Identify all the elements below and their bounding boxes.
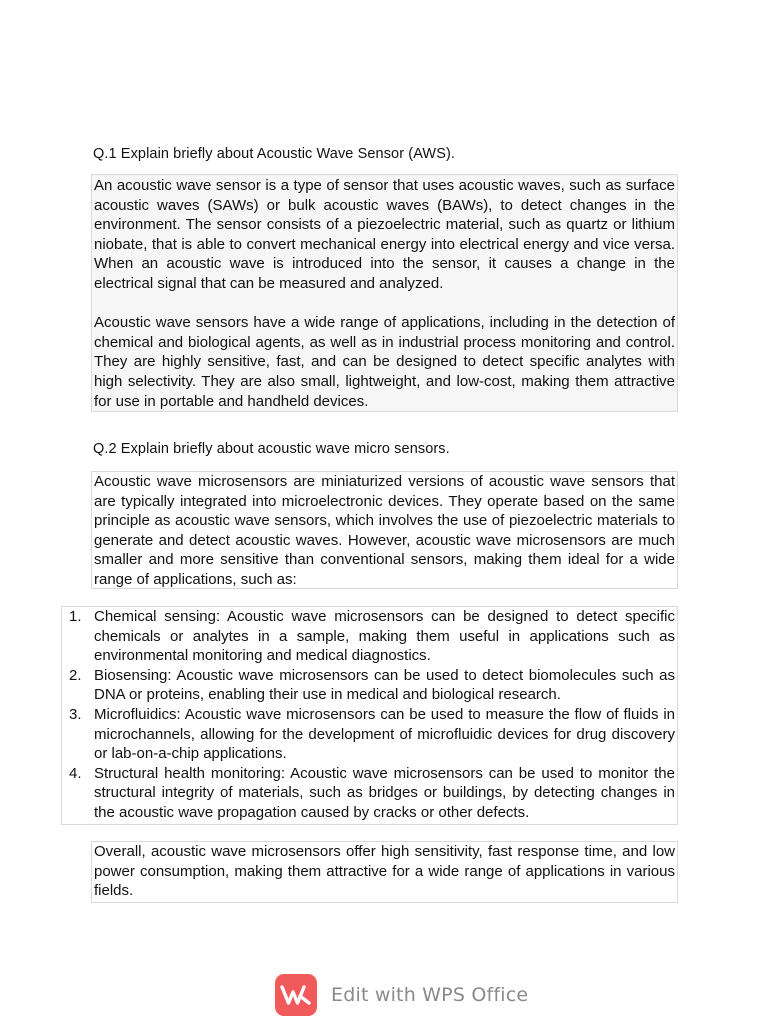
applications-list-box	[61, 606, 678, 825]
list-item-text: Biosensing: Acoustic wave microsensors can be used to detect biomolecules such as DNA or proteins, enabling their use in medical and biological research.	[94, 666, 675, 704]
list-item	[62, 764, 675, 823]
wps-logo-icon	[275, 974, 317, 1016]
question-1-title: Q.1 Explain briefly about Acoustic Wave Sensor (AWS).	[93, 146, 456, 162]
question-2-title: Q.2 Explain briefly about acoustic wave micro sensors.	[93, 441, 450, 457]
list-item-text: Microfluidics: Acoustic wave microsensors can be used to measure the flow of fluids in microchannels, allowing for the development of microfluidic devices for drug discovery or lab-on-a-chip applications.	[94, 705, 675, 763]
list-item-text: Chemical sensing: Acoustic wave microsensors can be designed to detect specific chemicals or analytes in a sample, making them useful in applications such as environmental monitoring and medical diagnostics.	[94, 608, 675, 665]
list-item	[62, 705, 675, 764]
list-item-number: 4.	[69, 764, 82, 782]
answer-2-intro: Acoustic wave microsensors are miniaturized versions of acoustic wave sensors that are typically integrated into microelectronic devices. They operate based on the same principle as acoustic wave sensors, which involves the use of piezoelectric materials to generate and detect acoustic waves. However, acoustic wave microsensors are much smaller and more sensitive than conventional sensors, making them ideal for a wide range of applications, such as:	[94, 473, 675, 588]
conclusion-box	[91, 841, 678, 903]
list-item-number: 1.	[69, 608, 82, 625]
wps-w-glyph	[280, 983, 312, 1007]
edit-with-wps-label: Edit with WPS Office	[331, 984, 529, 1006]
answer-1-paragraph-1: An acoustic wave sensor is a type of sensor that uses acoustic waves, such as surface acoustic waves (SAWs) or bulk acoustic waves (BAWs), to detect changes in the environment. The sensor consists of a piezoelectric material, such as quartz or lithium niobate, that is able to convert mechanical energy into electrical energy and vice versa. When an acoustic wave is introduced into the sensor, it causes a change in the electrical signal that can be measured and analyzed.	[94, 177, 675, 292]
answer-2-intro-box	[91, 471, 678, 589]
conclusion-text: Overall, acoustic wave microsensors offer high sensitivity, fast response time, and low power consumption, making them attractive for a wide range of applications in various fields.	[94, 843, 675, 900]
applications-list	[62, 607, 675, 823]
answer-1-paragraph-2: Acoustic wave sensors have a wide range of applications, including in the detection of chemical and biological agents, as well as in industrial process monitoring and control. They are highly sensitive, fast, and can be designed to detect specific analytes with high selectivity. They are also small, lightweight, and low-cost, making them attractive for use in portable and handheld devices.	[94, 314, 675, 410]
list-item	[62, 666, 675, 705]
list-item-text: Structural health monitoring: Acoustic wave microsensors can be used to monitor the structural integrity of materials, such as bridges or buildings, by detecting changes in the acoustic wave propagation caused by cracks or other defects.	[94, 764, 675, 821]
list-item-number: 3.	[69, 705, 82, 723]
list-item	[62, 607, 675, 666]
answer-1-box	[91, 174, 678, 412]
edit-with-wps-button[interactable]	[275, 974, 528, 1016]
list-item-number: 2.	[69, 666, 82, 684]
